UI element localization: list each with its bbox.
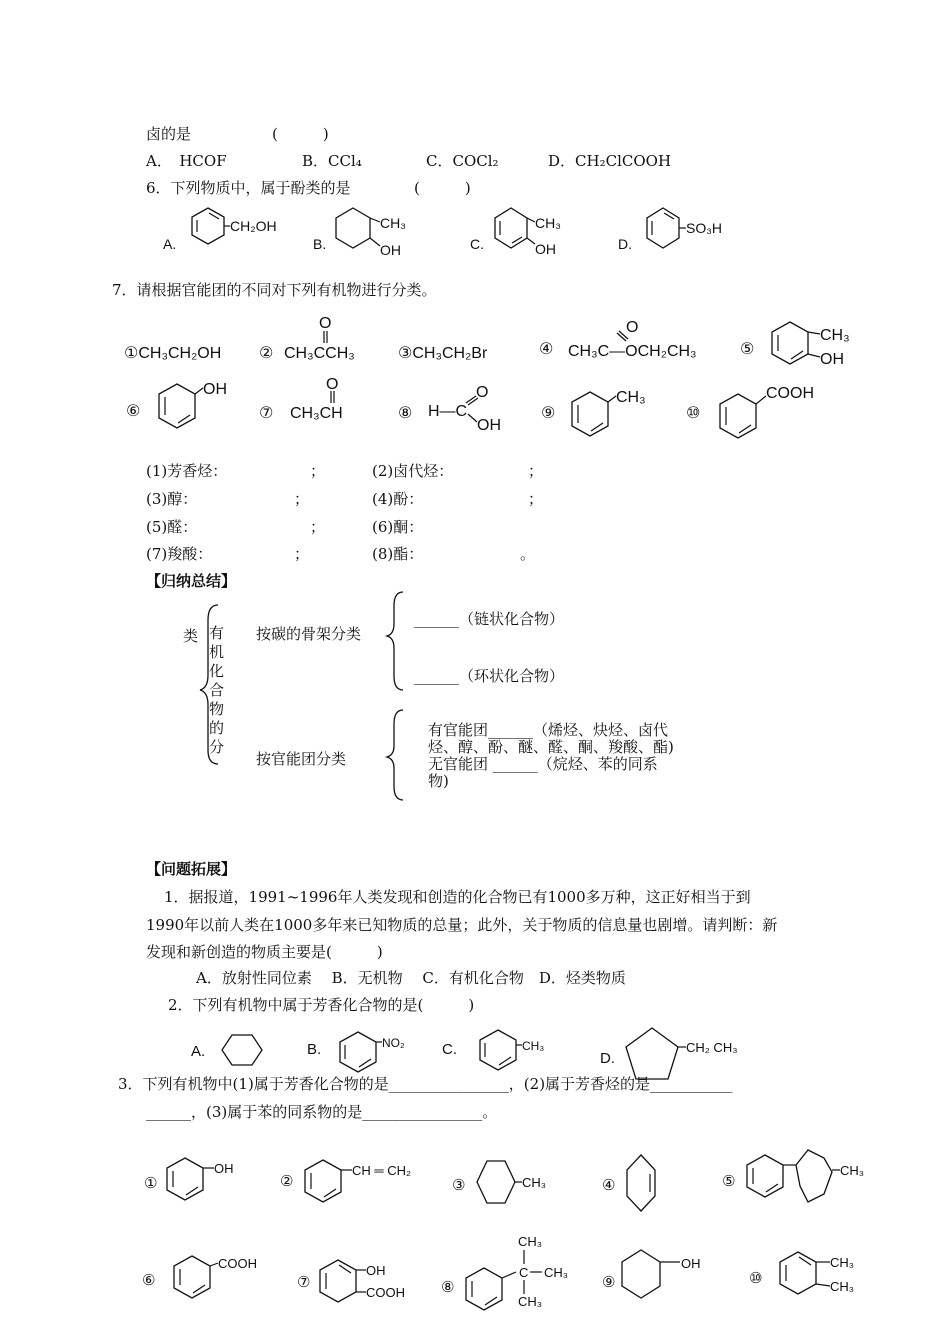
q3-1-group: OH <box>214 1161 234 1176</box>
q3-9-group: OH <box>681 1256 701 1271</box>
summary-no-group-1: 无官能团 ______（烷烃、苯的同系 <box>428 755 658 773</box>
q3-num-1: ① <box>144 1175 158 1192</box>
q2-label-b: B. <box>307 1041 322 1058</box>
q3-5-group: CH₃ <box>840 1163 865 1178</box>
extension-title: 【问题拓展】 <box>146 860 237 878</box>
q6-c-group2: OH <box>535 241 556 257</box>
q2-label-a: A. <box>191 1043 206 1060</box>
q5-paren: ( ) <box>272 125 329 143</box>
ext-q1-options: A．放射性同位素 B．无机物 C．有机化合物 D．烃类物质 <box>196 969 626 987</box>
q7-compound-3: ③CH₃CH₂Br <box>398 345 488 362</box>
q7-c8-num: ⑧ <box>398 405 413 422</box>
q3-num-6: ⑥ <box>142 1272 156 1289</box>
q7-c7-o: O <box>326 376 339 393</box>
summary-ring: ______（环状化合物） <box>414 667 565 685</box>
q3-8-group-d: CH₃ <box>518 1294 543 1309</box>
q6-paren: ( ) <box>414 179 471 197</box>
q6-a-group: CH₂OH <box>230 218 277 234</box>
q3-6-group: COOH <box>218 1256 257 1271</box>
q7-c8-o: O <box>476 384 489 401</box>
q7-answer-8-end: 。 <box>520 545 536 563</box>
q2-label-c: C. <box>442 1041 457 1058</box>
q7-c6-num: ⑥ <box>126 403 141 420</box>
summary-title: 【归纳总结】 <box>146 572 237 590</box>
q7-c4-num: ④ <box>539 341 554 358</box>
q2-d-group: CH₂ CH₃ <box>686 1040 738 1055</box>
q7-c10-g: COOH <box>766 385 814 402</box>
q7-c4-formula: CH₃C—OCH₂CH₃ <box>568 343 697 360</box>
q5-continuation: 卤的是 <box>146 125 192 143</box>
ext-q3-line2: ______，(3)属于苯的同系物的是________________。 <box>146 1103 498 1121</box>
q5-option-b: B．CCl₄ <box>302 152 362 170</box>
ext-q1-line1: 1．据报道，1991~1996年人类发现和创造的化合物已有1000多万种，这正好相当于到 <box>164 888 751 906</box>
q6-label-c: C. <box>470 236 484 252</box>
q7-stem: 7．请根据官能团的不同对下列有机物进行分类。 <box>112 281 437 299</box>
q3-num-9: ⑨ <box>602 1274 616 1291</box>
summary-chain: ______（链状化合物） <box>414 610 565 628</box>
q3-num-7: ⑦ <box>297 1274 311 1291</box>
q7-answer-5: (5)醛： <box>146 518 198 536</box>
q3-8-group-c: CH₃ <box>544 1265 569 1280</box>
q7-c8-h: H—C <box>428 403 468 420</box>
q3-num-5: ⑤ <box>722 1173 736 1190</box>
q7-c10-num: ⑩ <box>686 405 701 422</box>
q7-answer-8: (8)酯： <box>372 545 424 563</box>
q7-c9-num: ⑨ <box>541 405 556 422</box>
q6-label-b: B. <box>313 236 327 252</box>
q2-c-group: CH₃ <box>522 1039 545 1053</box>
q2-label-d: D. <box>600 1050 615 1067</box>
ext-q1-line3: 发现和新创造的物质主要是( ) <box>146 943 383 961</box>
q7-c2-o: O <box>319 315 332 332</box>
q7-answer-3-end: ； <box>294 490 310 508</box>
q3-num-3: ③ <box>452 1177 466 1194</box>
q5-option-d: D．CH₂ClCOOH <box>548 152 672 170</box>
summary-lei: 类 <box>183 627 199 645</box>
summary-by-group: 按官能团分类 <box>256 750 347 768</box>
q7-answer-6: (6)酮： <box>372 518 424 536</box>
q7-c5-num: ⑤ <box>740 341 755 358</box>
q7-answer-4: (4)酚： <box>372 490 424 508</box>
q7-answer-7: (7)羧酸： <box>146 545 213 563</box>
q7-c5-g1: CH₃ <box>820 327 850 344</box>
q7-answer-2: (2)卤代烃： <box>372 462 454 480</box>
summary-by-skeleton: 按碳的骨架分类 <box>256 625 362 643</box>
q2-b-group: NO₂ <box>382 1036 405 1050</box>
q7-answer-7-end: ； <box>294 545 310 563</box>
q7-answer-3: (3)醇： <box>146 490 198 508</box>
q3-3-group: CH₃ <box>522 1175 547 1190</box>
q3-num-2: ② <box>280 1173 294 1190</box>
q3-8-group-b: C <box>519 1265 529 1280</box>
ext-q1-line2: 1990年以前人类在1000多年来已知物质的总量；此外，关于物质的信息量也剧增。请判断：新 <box>146 916 778 934</box>
q7-answer-5-end: ； <box>310 518 326 536</box>
q7-answer-1-end: ； <box>310 462 326 480</box>
q6-b-group1: CH₃ <box>380 215 406 231</box>
summary-has-group-1: 有官能团______（烯烃、炔烃、卤代 <box>428 721 669 739</box>
ext-q2-stem: 2．下列有机物中属于芳香化合物的是( ) <box>168 996 475 1014</box>
q3-4-cyclohexene <box>627 1155 655 1211</box>
q3-9-cyclohexane <box>622 1250 660 1298</box>
q6-b-group2: OH <box>380 242 401 258</box>
q3-10-group-b: CH₃ <box>830 1279 855 1294</box>
q6-label-a: A. <box>163 236 177 252</box>
q6-label-d: D. <box>618 236 632 252</box>
q7-c8-oh: OH <box>477 417 501 434</box>
summary-has-group-2: 烃、醇、酚、醚、醛、酮、羧酸、酯) <box>428 738 674 756</box>
q7-answer-1: (1)芳香烃： <box>146 462 228 480</box>
q7-c2-num: ② <box>259 345 274 362</box>
summary-vertical-label: 有机化合物的分 <box>209 624 225 756</box>
q3-10-group-a: CH₃ <box>830 1255 855 1270</box>
q5-option-a: A． HCOF <box>146 152 227 170</box>
q3-2-group: CH ═ CH₂ <box>352 1163 412 1178</box>
q7-c4-o: O <box>626 319 639 336</box>
q6-c-group1: CH₃ <box>535 215 561 231</box>
q7-answer-4-end: ； <box>528 490 544 508</box>
q7-c6-g: OH <box>203 381 227 398</box>
q7-compound-1: ①CH₃CH₂OH <box>124 345 222 362</box>
q3-num-8: ⑧ <box>441 1279 455 1296</box>
q5-option-c: C．COCl₂ <box>426 152 499 170</box>
q3-num-10: ⑩ <box>749 1270 763 1287</box>
q3-7-group-b: COOH <box>366 1285 405 1300</box>
q6-stem: 6．下列物质中，属于酚类的是 <box>146 179 351 197</box>
q7-c7-formula: CH₃CH <box>290 405 343 422</box>
q7-c9-g: CH₃ <box>616 389 646 406</box>
q6-d-group: SO₃H <box>686 220 723 236</box>
q3-5-cyclohexane <box>796 1150 832 1202</box>
summary-no-group-2: 物) <box>428 772 449 790</box>
q3-num-4: ④ <box>602 1177 616 1194</box>
q3-8-group-a: CH₃ <box>518 1234 543 1249</box>
ext-q3-line1: 3．下列有机物中(1)属于芳香化合物的是________________，(2)属于芳香烃的是___________ <box>118 1075 733 1093</box>
q7-c7-num: ⑦ <box>259 405 274 422</box>
q3-7-group-a: OH <box>366 1263 386 1278</box>
q7-c2-formula: CH₃CCH₃ <box>284 345 355 362</box>
q7-c5-g2: OH <box>820 351 844 368</box>
q7-answer-2-end: ； <box>528 462 544 480</box>
q3-3-cyclohexane <box>477 1161 515 1203</box>
